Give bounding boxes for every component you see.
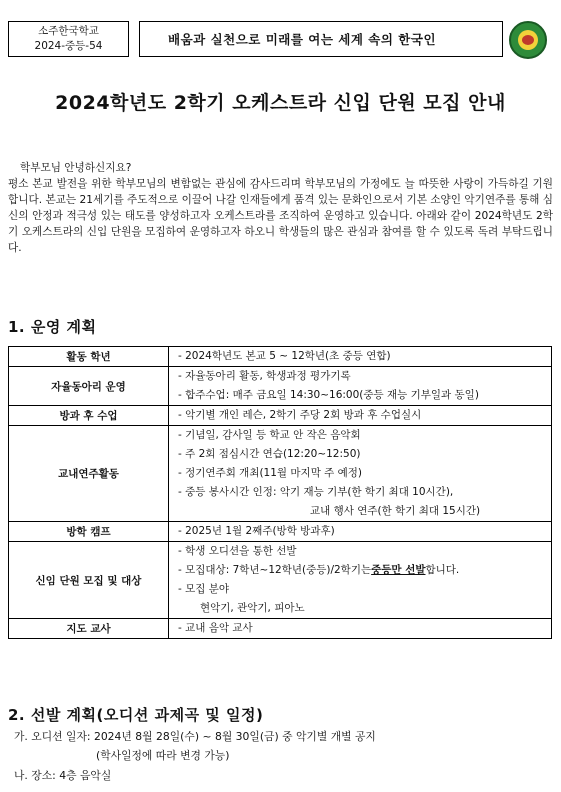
table-row [9,426,552,522]
row-line: - 2024학년도 본교 5 ~ 12학년(초 중등 연합) [178,350,391,362]
row-label: 자율동아리 운영 [9,367,169,406]
emphasis-tail: 합니다. [425,564,460,576]
selection-item: 나. 장소: 4층 음악실 [14,769,112,782]
page-title: 2024학년도 2학기 오케스트라 신입 단원 모집 안내 [55,92,506,114]
school-info-box [8,21,129,57]
emphasis-text: 중등만 선발 [371,564,426,576]
table-row [9,542,552,619]
row-line [178,561,551,580]
row-line: - 학생 오디션을 통한 선발 [178,545,297,557]
operation-plan-table [8,346,552,639]
table-row [9,522,552,542]
row-label: 지도 교사 [9,619,169,639]
document-header [8,21,549,59]
section-heading-plan: 1. 운영 계획 [8,318,97,336]
table-row [9,347,552,367]
table-row [9,406,552,426]
school-name: 소주한국학교 [38,25,99,37]
row-label: 방학 캠프 [9,522,169,542]
document-number: 2024-중등-54 [34,40,103,52]
selection-item: 가. 오디션 일자: 2024년 8월 28일(수) ~ 8월 30일(금) 중 악기별 개별 공지 [14,730,376,743]
intro-text [8,160,553,256]
row-label: 방과 후 수업 [9,406,169,426]
row-line: - 자율동아리 활동, 학생과정 평가기록 [178,370,351,382]
row-line: - 주 2회 점심시간 연습(12:20~12:50) [178,448,361,460]
greeting: 학부모님 안녕하신지요? [20,162,132,174]
intro-paragraph: 평소 본교 발전을 위한 학부모님의 변함없는 관심에 감사드리며 학부모님의 가정에도 늘 따뜻한 사랑이 가득하길 기원합니다. 본교는 21세기를 주도적으로 이끌어 나갈 인재들에게 품격 있는 문화인으로서 기본 소양인 악기연주를 통해 심신의 안정과 적극성 있는 태도를 양성하고자 오케스트라를 조직하여 운영하고 있습니다. 아래와 같이 2024학년도 2학기 오케스트라의 신입 단원을 모집하여 운영하고자 하오니 학생들의 많은 관심과 참여를 할 수 있도록 독려 부탁드립니다. [8,178,553,254]
row-line: - 모집 분야 [178,583,230,595]
row-line: - 정기연주회 개최(11월 마지막 주 예정) [178,467,363,479]
row-line: - 악기별 개인 레슨, 2학기 주당 2회 방과 후 수업실시 [178,409,422,421]
row-line: 현악기, 관악기, 피아노 [200,602,305,614]
row-line: - 중등 봉사시간 인정: 악기 재능 기부(한 학기 최대 10시간), [178,486,454,498]
row-line: - 교내 음악 교사 [178,622,253,634]
row-line-text: - 모집대상: 7학년~12학년(중등)/2학기는 [178,564,372,576]
selection-item: (학사일정에 따라 변경 가능) [96,749,230,762]
row-line: 교내 행사 연주(한 학기 최대 15시간) [310,505,481,517]
row-line: - 기념일, 감사일 등 학교 안 작은 음악회 [178,429,361,441]
school-emblem-icon [509,21,547,59]
row-label: 신임 단원 모집 및 대상 [9,542,169,619]
section-heading-selection: 2. 선발 계획(오디션 과제곡 및 일정) [8,706,264,724]
table-row [9,367,552,406]
school-motto: 배움과 실천으로 미래를 여는 세계 속의 한국인 [139,21,503,57]
row-label: 교내연주활동 [9,426,169,522]
row-label: 활동 학년 [9,347,169,367]
row-line: - 합주수업: 매주 금요일 14:30~16:00(중등 재능 기부일과 동일) [178,389,479,401]
row-line: - 2025년 1월 2째주(방학 방과후) [178,525,335,537]
table-row [9,619,552,639]
